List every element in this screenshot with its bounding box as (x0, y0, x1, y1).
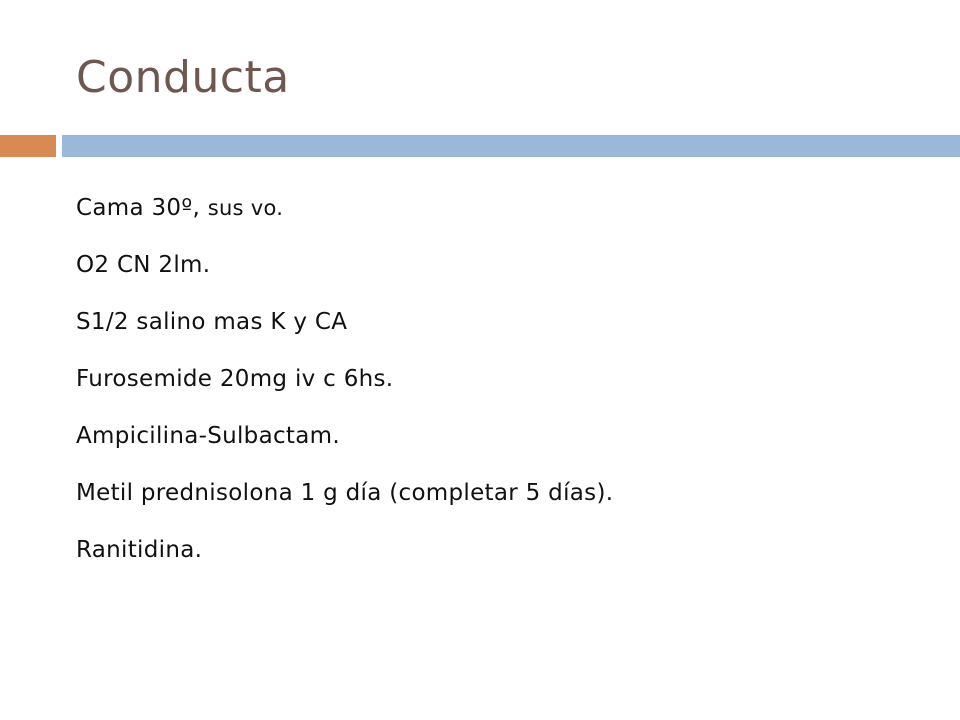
slide-title: Conducta (76, 52, 290, 103)
list-item-text: Ampicilina-Sulbactam. (76, 423, 340, 449)
list-item (76, 408, 613, 465)
list-item (76, 180, 613, 237)
list-item-text: Cama 30º, (76, 195, 208, 221)
title-divider-bar (62, 135, 960, 157)
list-item-text: S1/2 salino mas K y CA (76, 309, 348, 335)
list-item-subtext: sus vo. (207, 196, 284, 220)
list-item-text: O2 CN 2lm. (76, 252, 211, 278)
list-item (76, 522, 613, 579)
list-item-text: Ranitidina. (76, 537, 203, 563)
list-item (76, 237, 613, 294)
list-item (76, 294, 613, 351)
list-item (76, 351, 613, 408)
content-list (76, 180, 613, 579)
list-item-text: Metil prednisolona 1 g día (completar 5 días). (76, 480, 614, 506)
list-item-text: Furosemide 20mg iv c 6hs. (76, 366, 394, 392)
accent-bar (0, 135, 56, 157)
list-item (76, 465, 613, 522)
